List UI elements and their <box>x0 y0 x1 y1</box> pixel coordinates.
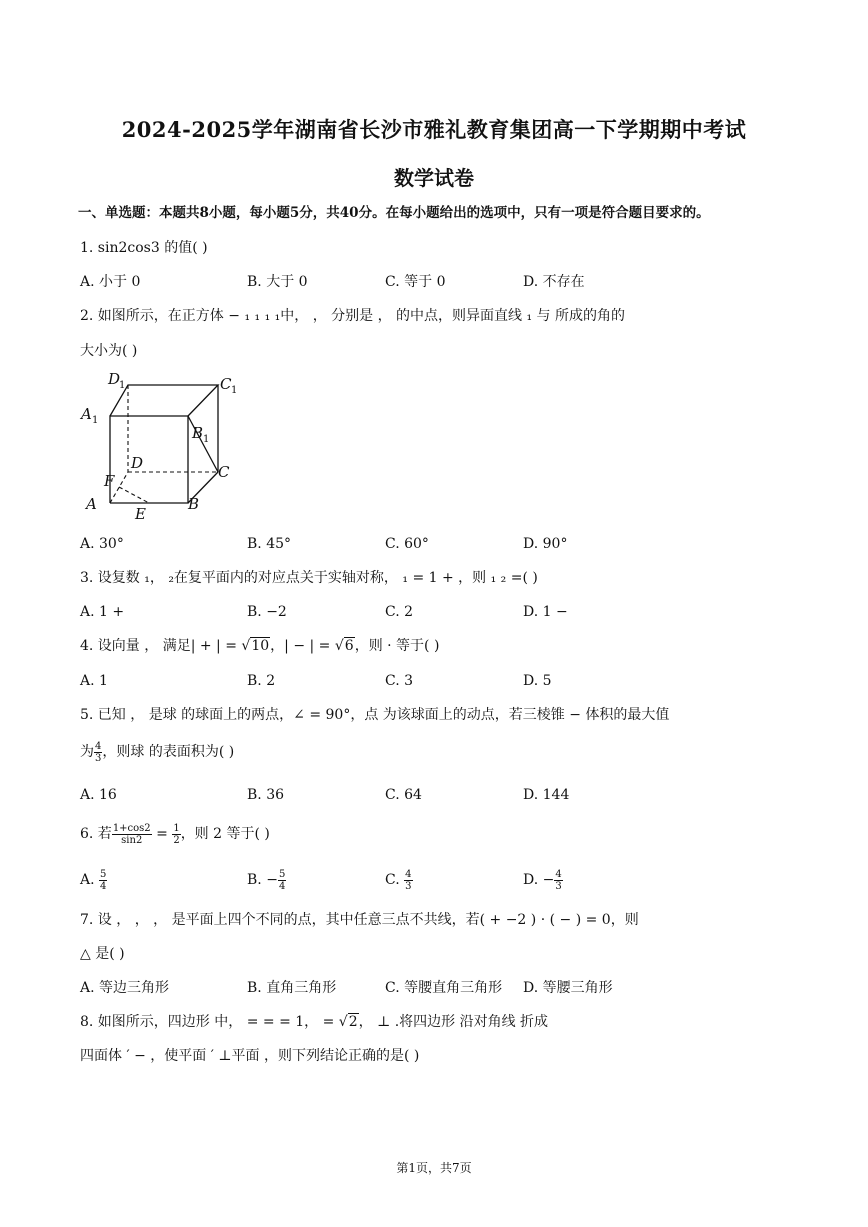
q3-option-b: B. −2 <box>247 604 287 620</box>
q6-option-c-frac <box>404 869 412 892</box>
q6-option-d-sign: − <box>542 872 555 888</box>
q5-frac-den: 3 <box>95 752 102 764</box>
label-d: D <box>131 454 144 472</box>
q6-option-a-label: A. <box>80 872 100 888</box>
q6-option-b-num: 5 <box>278 868 286 880</box>
q6-stem-pre: 6. 若 <box>80 826 112 842</box>
q2-option-d: D. 90° <box>523 536 568 552</box>
q3-option-d: D. 1 − <box>523 604 568 620</box>
q2-option-b: B. 45° <box>247 536 292 552</box>
q8-stem-a: 8. 如图所示，四边形 中， = = = 1， = √ <box>80 1014 348 1030</box>
question-2-line2: 大小为( ) <box>80 343 138 359</box>
q3-option-a: A. 1 + <box>80 604 125 620</box>
q6-option-a-frac <box>99 869 107 892</box>
cube-figure <box>78 366 248 526</box>
page-title: 2024-2025学年湖南省长沙市雅礼教育集团高一下学期期中考试 <box>121 117 747 142</box>
q6-option-d <box>523 868 563 892</box>
label-c: C <box>218 463 230 481</box>
q6-option-c-den: 3 <box>405 880 412 892</box>
question-4 <box>80 636 439 656</box>
q6-option-c-num: 4 <box>405 868 412 880</box>
q6-option-b-label: B. <box>247 872 267 888</box>
question-8-line2: 四面体 ′ − ，使平面 ′ ⊥平面 ，则下列结论正确的是( ) <box>80 1048 420 1064</box>
q7-option-a: A. 等边三角形 <box>80 980 170 996</box>
q6-option-c <box>385 868 413 892</box>
q4-option-d: D. 5 <box>523 673 552 689</box>
q4-option-c: C. 3 <box>385 673 414 689</box>
q8-radicand: 2 <box>348 1014 358 1030</box>
q1-option-d: D. 不存在 <box>523 274 585 290</box>
label-f: F <box>104 472 115 490</box>
q8-stem-b: ， ⊥ .将四边形 沿对角线 折成 <box>358 1014 549 1030</box>
q6-option-a-num: 5 <box>100 868 107 880</box>
q5-option-c: C. 64 <box>385 787 422 803</box>
cube-top-face <box>110 385 218 416</box>
q5-stem-pre: 为 <box>80 744 94 760</box>
q2-option-c: C. 60° <box>385 536 429 552</box>
q6-option-a-den: 4 <box>100 880 107 892</box>
q6-option-d-frac <box>554 869 562 892</box>
label-d1: D <box>108 370 121 388</box>
q2-option-a: A. 30° <box>80 536 124 552</box>
q5-frac-num: 4 <box>95 740 102 752</box>
q4-option-a: A. 1 <box>80 673 108 689</box>
q6-fraction-2 <box>172 823 180 846</box>
label-d1-sub: 1 <box>119 380 126 391</box>
q6-option-a <box>80 868 107 892</box>
q5-option-b: B. 36 <box>247 787 285 803</box>
question-8 <box>80 1012 548 1032</box>
q4-option-b: B. 2 <box>247 673 276 689</box>
q4-stem-a: 4. 设向量 ， 满足| + | = √ <box>80 638 251 654</box>
page-footer: 第1页，共7页 <box>396 1161 472 1175</box>
label-e: E <box>135 505 146 523</box>
label-b1-sub: 1 <box>203 434 210 445</box>
q1-option-a: A. 小于 0 <box>80 274 141 290</box>
question-7-line2: △ 是( ) <box>80 946 125 962</box>
label-c1-sub: 1 <box>231 385 238 396</box>
label-a1-sub: 1 <box>92 415 99 426</box>
q6-frac2-den: 2 <box>173 834 180 846</box>
q4-stem-b: ，| − | = √ <box>270 638 344 654</box>
q6-option-b-den: 4 <box>278 880 286 892</box>
label-c1: C <box>220 375 232 393</box>
q6-option-b <box>247 868 286 892</box>
hidden-segment-ef <box>119 487 149 503</box>
question-2: 2. 如图所示，在正方体 − ₁ ₁ ₁ ₁中， ， 分别是 ， 的中点，则异面直线 ₁ 与 所成的角的 <box>80 308 626 324</box>
q6-stem-mid: = <box>151 826 173 842</box>
q1-option-b: B. 大于 0 <box>247 274 308 290</box>
label-a1: A <box>81 405 92 423</box>
question-5-line2 <box>80 740 234 764</box>
q5-stem-post: ，则球 的表面积为( ) <box>102 744 235 760</box>
q5-option-d: D. 144 <box>523 787 570 803</box>
q6-stem-post: ，则 2 等于( ) <box>180 826 270 842</box>
q6-option-c-label: C. <box>385 872 405 888</box>
q6-frac-den: sin2 <box>121 834 143 846</box>
label-b1: B <box>192 424 204 442</box>
q4-radicand-1: 10 <box>251 638 270 654</box>
question-3: 3. 设复数 ₁， ₂在复平面内的对应点关于实轴对称， ₁ = 1 + ，则 ₁ ₂ =( ) <box>80 570 538 586</box>
page-subtitle: 数学试卷 <box>394 166 474 190</box>
q3-option-c: C. 2 <box>385 604 414 620</box>
label-a: A <box>86 495 97 513</box>
section-heading: 一、单选题：本题共8小题，每小题5分，共40分。在每小题给出的选项中，只有一项是符合题目要求的。 <box>78 205 710 221</box>
q5-option-a: A. 16 <box>80 787 117 803</box>
question-5: 5. 已知 ， 是球 的球面上的两点，∠ = 90°，点 为该球面上的动点，若三棱锥 − 体积的最大值 <box>80 707 670 723</box>
question-6 <box>80 822 270 846</box>
q6-fraction <box>112 823 152 846</box>
cube-front-face <box>110 416 188 503</box>
q4-stem-c: ，则 · 等于( ) <box>354 638 440 654</box>
q6-option-d-num: 4 <box>555 868 562 880</box>
q7-option-c: C. 等腰直角三角形 <box>385 980 503 996</box>
q7-option-d: D. 等腰三角形 <box>523 980 613 996</box>
q6-frac2-num: 1 <box>173 822 180 834</box>
q7-option-b: B. 直角三角形 <box>247 980 337 996</box>
label-b: B <box>188 495 200 513</box>
q1-option-c: C. 等于 0 <box>385 274 446 290</box>
q6-option-d-label: D. <box>523 872 543 888</box>
question-7: 7. 设 ， ， ， 是平面上四个不同的点，其中任意三点不共线，若( + −2 ) · ( − ) = 0，则 <box>80 912 639 928</box>
q6-option-d-den: 3 <box>555 880 562 892</box>
q6-frac-num: 1+cos2 <box>112 822 151 834</box>
q6-option-b-frac <box>278 869 286 892</box>
question-1: 1. sin2cos3 的值( ) <box>80 240 208 256</box>
q6-option-b-sign: − <box>266 872 278 888</box>
q4-radicand-2: 6 <box>344 638 354 654</box>
